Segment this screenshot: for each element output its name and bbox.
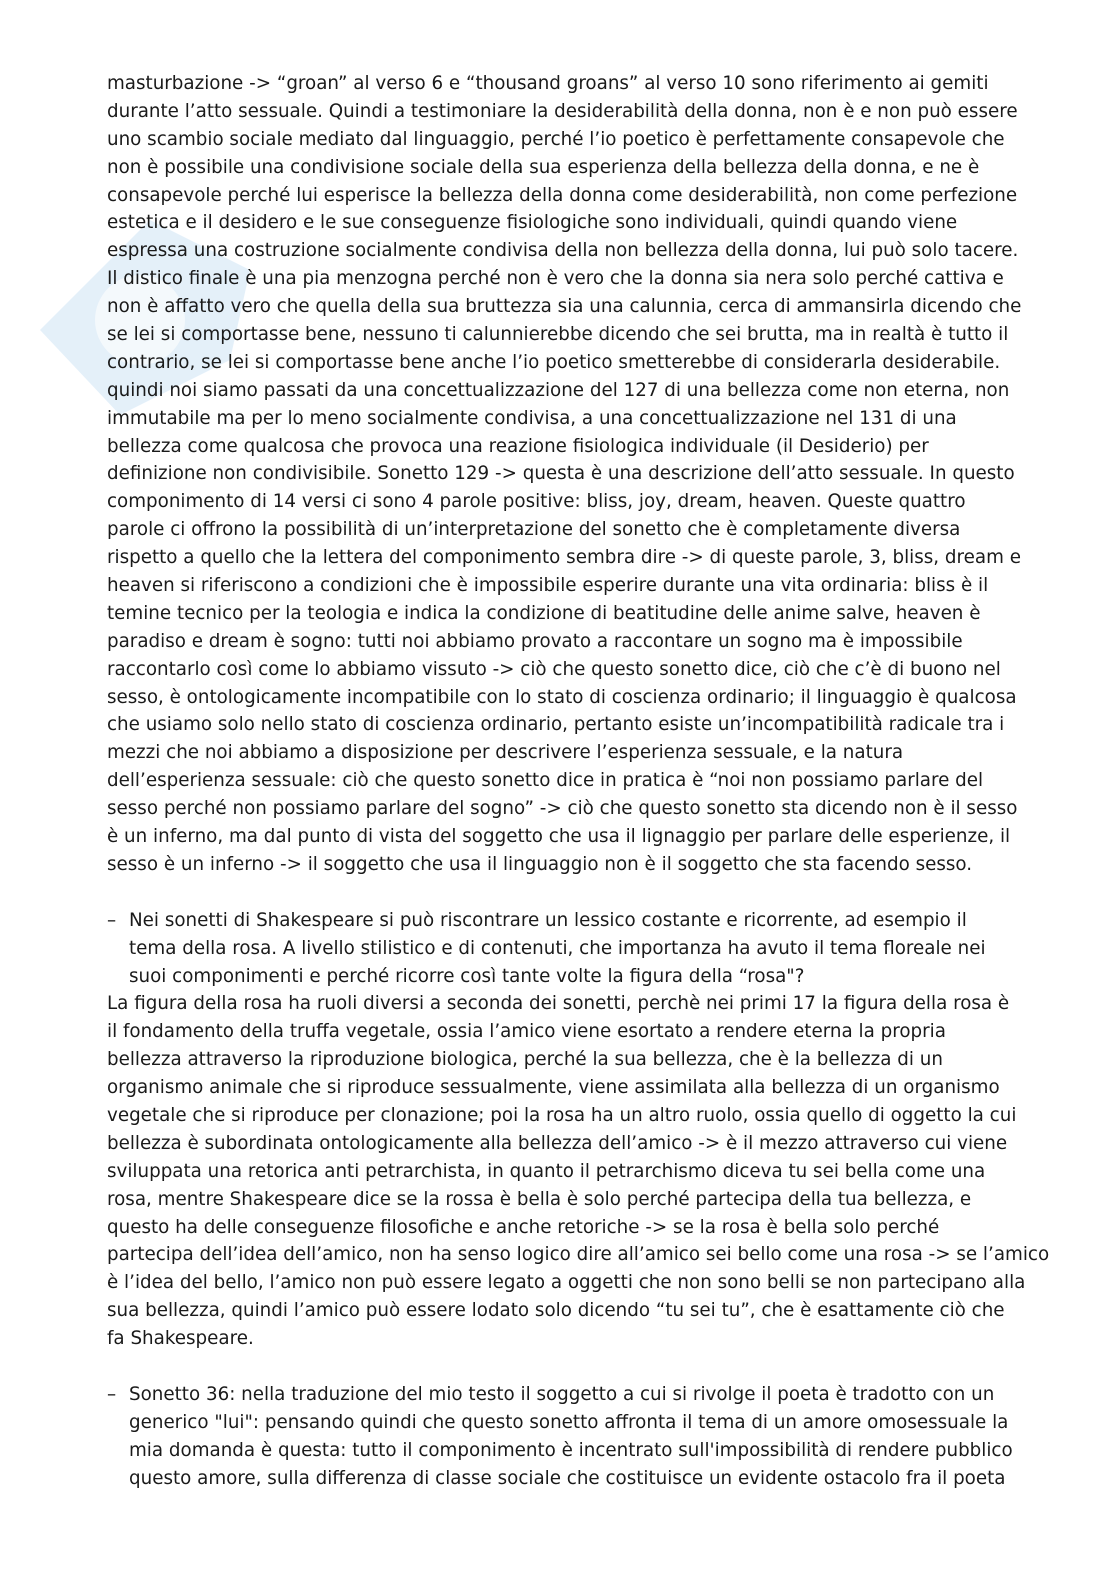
question-text: Sonetto 36: nella traduzione del mio testo il soggetto a cui si rivolge il poeta è tradotto con un (129, 1383, 995, 1405)
text-line: paradiso e dream è sogno: tutti noi abbiamo provato a raccontare un sogno ma è impossibile (107, 630, 963, 652)
text-line: masturbazione -> “groan” al verso 6 e “thousand groans” al verso 10 sono riferimento ai gemiti (107, 73, 989, 94)
question-line (107, 1437, 1067, 1465)
text-line: mezzi che noi abbiamo a disposizione per descrivere l’esperienza sessuale, e la natura (107, 742, 904, 764)
bullet-dash-icon: – (107, 1383, 117, 1405)
text-line: definizione non condivisibile. Sonetto 129 -> questa è una descrizione dell’atto sessuale. In questo (107, 463, 1015, 485)
text-line: rispetto a quello che la lettera del componimento sembra dire -> di queste parole, 3, bliss, dream e (107, 547, 1021, 569)
text-line: il fondamento della truffa vegetale, ossia l’amico viene esortato a rendere eterna la propria (107, 1021, 946, 1043)
text-line: sesso è un inferno -> il soggetto che usa il linguaggio non è il soggetto che sta facendo sesso. (107, 853, 973, 875)
text-line: bellezza è subordinata ontologicamente alla bellezza dell’amico -> è il mezzo attraverso cui viene (107, 1132, 1008, 1154)
text-line: rosa, mentre Shakespeare dice se la rossa è bella è solo perché partecipa della tua bellezza, e (107, 1188, 972, 1210)
text-line: espressa una costruzione socialmente condivisa della non bellezza della donna, lui può solo tacere. (107, 240, 1019, 262)
text-line: è l’idea del bello, l’amico non può essere legato a oggetti che non sono belli se non partecipano alla (107, 1272, 1026, 1294)
text-line: temine tecnico per la teologia e indica la condizione di beatitudine delle anime salve, heaven è (107, 602, 981, 624)
text-line: fa Shakespeare. (107, 1328, 254, 1350)
question-line (107, 907, 1067, 935)
text-line: estetica e il desidero e le sue conseguenze fisiologiche sono individuali, quindi quando viene (107, 212, 958, 234)
text-line: consapevole perché lui esperisce la bellezza della donna come desiderabilità, non come perfezione (107, 184, 1018, 206)
text-line: che usiamo solo nello stato di coscienza ordinario, pertanto esiste un’incompatibilità radicale tra i (107, 714, 1005, 736)
question-text: Nei sonetti di Shakespeare si può riscontrare un lessico costante e ricorrente, ad esempio il (129, 909, 967, 931)
question-text: questo amore, sulla differenza di classe sociale che costituisce un evidente ostacolo fra il poeta (129, 1467, 1006, 1489)
text-line: è un inferno, ma dal punto di vista del soggetto che usa il lignaggio per parlare delle esperienze, il (107, 826, 1011, 848)
text-line: durante l’atto sessuale. Quindi a testimoniare la desiderabilità della donna, non è e non può essere (107, 100, 1018, 122)
text-line: sesso, è ontologicamente incompatibile con lo stato di coscienza ordinario; il linguaggio è qualcosa (107, 686, 1017, 708)
text-line: heaven si riferiscono a condizioni che è impossibile esperire durante una vita ordinaria: bliss è il (107, 575, 989, 597)
text-line: non è possibile una condivisione sociale della sua esperienza della bellezza della donna, e ne è (107, 156, 980, 178)
question-line (107, 1409, 1067, 1437)
question-line (107, 935, 1067, 963)
question-line (107, 1381, 1067, 1409)
text-line: questo ha delle conseguenze filosofiche e anche retoriche -> se la rosa è bella solo perché (107, 1216, 940, 1238)
question-text: suoi componimenti e perché ricorre così tante volte la figura della “rosa"? (129, 965, 805, 987)
text-line: raccontarlo così come lo abbiamo vissuto -> ciò che questo sonetto dice, ciò che c’è di buono nel (107, 658, 1001, 680)
text-line: bellezza attraverso la riproduzione biologica, perché la sua bellezza, che è la bellezza di un (107, 1049, 943, 1071)
text-line: sesso perché non possiamo parlare del sogno” -> ciò che questo sonetto sta dicendo non è il sesso (107, 798, 1018, 820)
question-text: tema della rosa. A livello stilistico e di contenuti, che importanza ha avuto il tema floreale nei (129, 937, 986, 959)
question-text: mia domanda è questa: tutto il componimento è incentrato sull'impossibilità di rendere pubblico (129, 1439, 1013, 1461)
text-line: vegetale che si riproduce per clonazione; poi la rosa ha un altro ruolo, ossia quello di oggetto la cui (107, 1104, 1017, 1126)
text-line: quindi noi siamo passati da una concettualizzazione del 127 di una bellezza come non eterna, non (107, 379, 1010, 401)
text-line: sviluppata una retorica anti petrarchista, in quanto il petrarchismo diceva tu sei bella come una (107, 1160, 986, 1182)
text-line: dell’esperienza sessuale: ciò che questo sonetto dice in pratica è “noi non possiamo parlare del (107, 770, 984, 792)
text-line: contrario, se lei si comportasse bene anche l’io poetico smetterebbe di considerarla desiderabile. (107, 351, 1001, 373)
text-line: uno scambio sociale mediato dal linguaggio, perché l’io poetico è perfettamente consapevole che (107, 128, 1005, 150)
spacer (107, 879, 1067, 907)
text-line: parole ci offrono la possibilità di un’interpretazione del sonetto che è completamente diversa (107, 519, 961, 541)
paragraph-sonnets-127-131-129 (107, 70, 1067, 879)
text-line: componimento di 14 versi ci sono 4 parole positive: bliss, joy, dream, heaven. Queste quattro (107, 491, 966, 513)
text-line: non è affatto vero che quella della sua bruttezza sia una calunnia, cerca di ammansirla dicendo che (107, 296, 1022, 318)
text-line: bellezza come qualcosa che provoca una reazione fisiologica individuale (il Desiderio) per (107, 435, 929, 457)
text-line: partecipa dell’idea dell’amico, non ha senso logico dire all’amico sei bello come una rosa -> se l’amico (107, 1244, 1050, 1266)
spacer (107, 1353, 1067, 1381)
text-line: Il distico finale è una pia menzogna perché non è vero che la donna sia nera solo perché cattiva e (107, 268, 1004, 290)
question-line (107, 963, 1067, 991)
text-line: sua bellezza, quindi l’amico può essere lodato solo dicendo “tu sei tu”, che è esattamente ciò che (107, 1300, 1005, 1322)
text-line: La figura della rosa ha ruoli diversi a seconda dei sonetti, perchè nei primi 17 la figura della rosa è (107, 993, 1010, 1015)
bullet-dash-icon: – (107, 909, 117, 931)
text-line: immutabile ma per lo meno socialmente condivisa, a una concettualizzazione nel 131 di una (107, 407, 957, 429)
question-sonnet-36 (107, 1381, 1067, 1493)
text-line: organismo animale che si riproduce sessualmente, viene assimilata alla bellezza di un organismo (107, 1077, 1000, 1099)
text-line: se lei si comportasse bene, nessuno ti calunnierebbe dicendo che sei brutta, ma in realtà è tutto il (107, 324, 1009, 346)
paragraph-rose-answer (107, 990, 1067, 1353)
document-body (107, 70, 1067, 1492)
question-line (107, 1465, 1067, 1493)
question-rose-theme (107, 907, 1067, 991)
question-text: generico "lui": pensando quindi che questo sonetto affronta il tema di un amore omosessuale la (129, 1411, 1009, 1433)
